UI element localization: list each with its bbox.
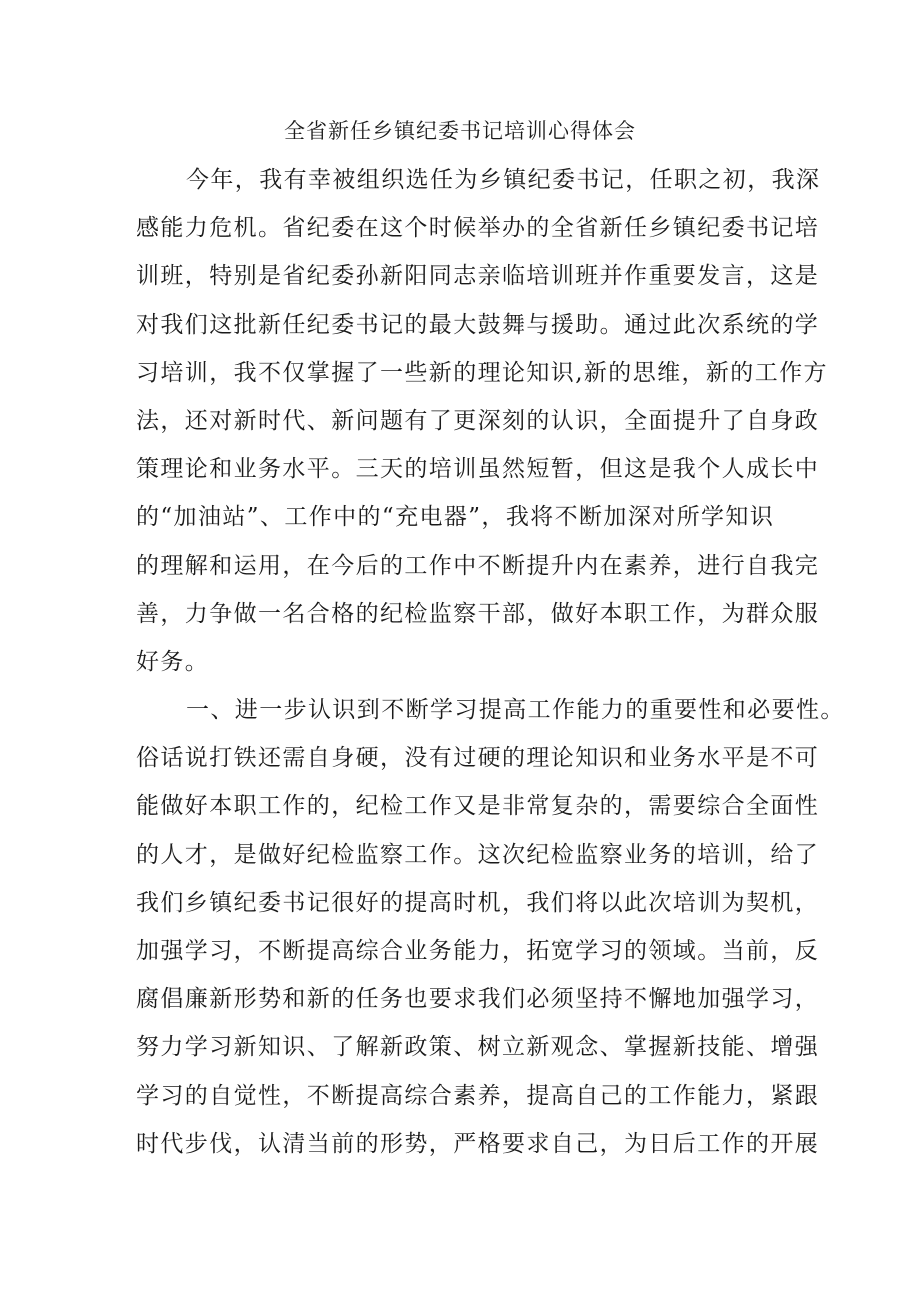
paragraph-line: 时代步伐，认清当前的形势，严格要求自己，为日后工作的开展 — [136, 1130, 820, 1157]
paragraph-line: 策理论和业务水平。三天的培训虽然短暂，但这是我个人成长中 — [136, 456, 820, 483]
paragraph-line: 腐倡廉新形势和新的任务也要求我们必须坚持不懈地加强学习， — [136, 986, 820, 1013]
paragraph-line: 的人才，是做好纪检监察工作。这次纪检监察业务的培训，给了 — [136, 841, 820, 868]
document-title: 全省新任乡镇纪委书记培训心得体会 — [284, 119, 636, 143]
paragraph-line: 我们乡镇纪委书记很好的提高时机，我们将以此次培训为契机， — [136, 889, 820, 916]
section-heading-line: 一、进一步认识到不断学习提高工作能力的重要性和必要性。 — [186, 697, 845, 724]
paragraph-line: 善，力争做一名合格的纪检监察干部，做好本职工作，为群众服 — [136, 600, 820, 627]
paragraph-line: 学习的自觉性，不断提高综合素养，提高自己的工作能力，紧跟 — [136, 1082, 820, 1109]
document-body — [136, 160, 845, 1172]
paragraph-line: 对我们这批新任纪委书记的最大鼓舞与援助。通过此次系统的学 — [136, 311, 820, 338]
paragraph-line: 训班，特别是省纪委孙新阳同志亲临培训班并作重要发言，这是 — [136, 263, 820, 290]
paragraph-line: 加强学习，不断提高综合业务能力，拓宽学习的领域。当前，反 — [136, 938, 820, 964]
paragraph-line: 的理解和运用，在今后的工作中不断提升内在素养，进行自我完 — [136, 552, 820, 579]
paragraph-line: 俗话说打铁还需自身硬，没有过硬的理论知识和业务水平是不可 — [136, 745, 820, 772]
paragraph-line: 能做好本职工作的，纪检工作又是非常复杂的，需要综合全面性 — [136, 793, 820, 820]
paragraph-line: 今年，我有幸被组织选任为乡镇纪委书记，任职之初，我深 — [186, 167, 821, 193]
paragraph-line: 感能力危机。省纪委在这个时候举办的全省新任乡镇纪委书记培 — [136, 215, 820, 242]
paragraph-line: 习培训，我不仅掌握了一些新的理论知识,新的思维，新的工作方 — [136, 359, 828, 386]
paragraph-line: 法，还对新时代、新问题有了更深刻的认识，全面提升了自身政 — [136, 407, 820, 434]
paragraph-line: 的“加油站”、工作中的“充电器”，我将不断加深对所学知识 — [136, 504, 775, 531]
paragraph-line: 好务。 — [136, 648, 210, 675]
paragraph-line: 努力学习新知识、了解新政策、树立新观念、掌握新技能、增强 — [136, 1034, 820, 1061]
